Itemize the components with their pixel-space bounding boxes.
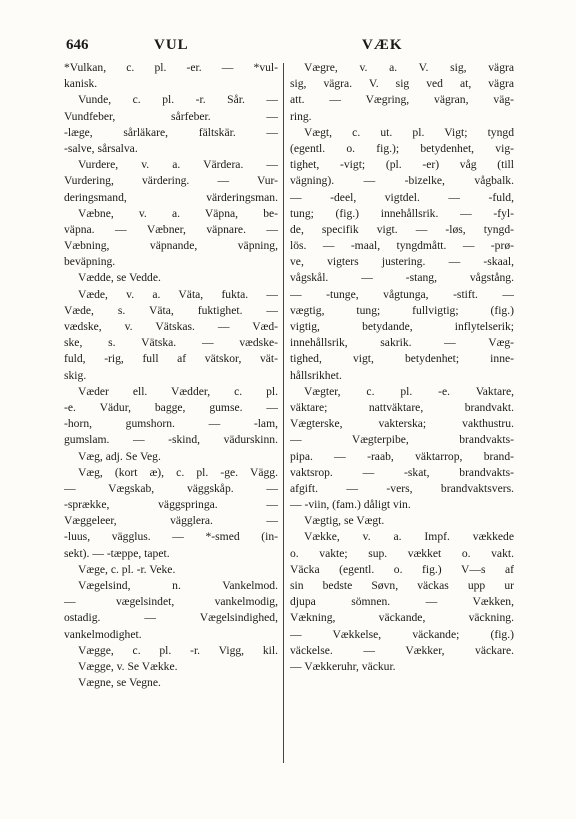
dictionary-line: — Vægterpibe, brandvakts- [290,433,514,447]
dictionary-line: — vægelsindet, vankelmodig, [64,595,278,609]
dictionary-line: Vækning, väckande, väckning. [290,611,514,625]
dictionary-line: o. vakte; sup. vækket o. vakt. [290,546,514,560]
dictionary-line: -sprække, väggspringa. — [64,498,278,512]
dictionary-line: Væde, v. a. Väta, fukta. — [78,287,278,301]
left-column [64,60,278,691]
dictionary-line: tung; (fig.) innehållsrik. — -fyl- [290,206,514,220]
dictionary-line: vægtig, tung; fullvigtig; (fig.) [290,303,514,317]
dictionary-line: -e. Vädur, bagge, gumse. — [64,400,278,414]
dictionary-line: Væbne, v. a. Väpna, be- [78,206,278,220]
dictionary-line: *Vulkan, c. pl. -er. — *vul- [64,61,278,74]
dictionary-line: — Vægskab, väggskåp. — [64,481,278,495]
dictionary-line: vigtig, betydande, inflytelserik; [290,320,514,333]
dictionary-line: Vægge, v. Se Vække. [78,659,178,673]
dictionary-line: Væder ell. Vædder, c. pl. [78,384,278,398]
dictionary-line: Væggeleer, vägglera. — [64,514,278,528]
dictionary-line: kanisk. [64,77,98,91]
dictionary-line: vankelmodighet. [64,627,142,641]
dictionary-line: väpna. — Væbner, väpnare. — [64,222,278,236]
dictionary-line: skig. [64,368,87,382]
dictionary-line: de, specifik vigt. — -løs, tyngd- [290,222,514,236]
dictionary-line: Vægtig, se Vægt. [304,514,385,528]
left-guide-word: VUL [154,37,189,53]
page-header [66,37,518,57]
dictionary-line: ske, s. Vätska. — vædske- [64,336,278,350]
column-divider [283,63,284,763]
dictionary-line: vaktsrop. — -skat, brandvakts- [290,465,514,479]
dictionary-line: lös. — -maal, tyngdmått. — -prø- [290,239,514,253]
dictionary-line: Vurdere, v. a. Värdera. — [78,158,278,172]
dictionary-line: djupa sömnen. — Vækken, [290,595,514,609]
dictionary-line: tighed, vigt, betydenhet; inne- [290,352,514,366]
dictionary-line: gumslam. — -skind, vädurskinn. [64,433,278,447]
dictionary-line: Vægge, c. pl. -r. Vigg, kil. [78,643,278,657]
dictionary-line: väktare; nattväktare, brandvakt. [290,400,514,414]
dictionary-line: vägning). — -bizelke, vågbalk. [290,174,514,188]
dictionary-line: Vægter, c. pl. -e. Vaktare, [304,384,514,398]
dictionary-line: väckelse. — Vækker, väckare. [290,643,514,657]
dictionary-line: vågskål. — -stang, vågstång. [290,271,514,285]
dictionary-line: -luus, vägglus. — *-smed (in- [64,530,278,544]
dictionary-line: vædske, v. Vätskas. — Væd- [64,320,278,333]
dictionary-line: ostadig. — Vægelsindighed, [64,611,278,625]
dictionary-line: Vægt, c. ut. pl. Vigt; tyngd [304,125,514,139]
dictionary-line: Vægne, se Vegne. [78,676,161,690]
dictionary-line: -læge, sårläkare, fältskär. — [64,125,278,139]
dictionary-line: innehållsrik, sakrik. — Væg- [290,336,514,350]
dictionary-line: -salve, sårsalva. [64,141,138,155]
dictionary-line: ring. [290,109,312,123]
dictionary-line: Väcka (egentl. o. fig.) V—s af [290,562,514,576]
dictionary-line: Vurdering, värdering. — Vur- [64,174,278,188]
dictionary-line: sig, vägra. V. sig ved at, vägra [290,77,514,91]
dictionary-line: Vædde, se Vedde. [78,271,161,285]
dictionary-line: afgift. — -vers, brandvaktsvers. [290,481,514,495]
dictionary-line: ve, vigters justering. — -skaal, [290,255,514,269]
dictionary-line: Væg, (kort æ), c. pl. -ge. Vägg. [78,465,278,479]
dictionary-line: hållsrikhet. [290,368,342,382]
dictionary-line: Vundfeber, sårfeber. — [64,109,278,123]
dictionary-line: fuld, -rig, full af vätskor, vät- [64,352,278,366]
dictionary-line: -horn, gumshorn. — -lam, [64,417,278,431]
dictionary-line: att. — Vægring, vägran, väg- [290,93,514,107]
dictionary-line: deringsmand, värderingsman. [64,190,278,204]
dictionary-line: Vægre, v. a. V. sig, vägra [304,61,514,74]
dictionary-line: — -deel, vigtdel. — -fuld, [290,190,514,204]
dictionary-line: — Vækkeruhr, väckur. [290,659,396,673]
dictionary-line: beväpning. [64,255,116,269]
dictionary-line: — Vækkelse, väckande; (fig.) [290,627,514,641]
dictionary-line: Væde, s. Väta, fuktighet. — [64,303,278,317]
dictionary-line: (egentl. o. fig.); betydenhet, vig- [290,141,514,155]
page-number: 646 [66,37,89,53]
dictionary-line: Vække, v. a. Impf. vækkede [304,530,514,544]
dictionary-line: — -viin, (fam.) dåligt vin. [290,498,411,512]
dictionary-line: Vægelsind, n. Vankelmod. [78,579,278,592]
dictionary-line: Vægterske, vakterska; vakthustru. [290,417,514,431]
dictionary-line: — -tunge, vågtunga, -stift. — [290,287,514,301]
right-column [290,60,514,675]
right-guide-word: VÆK [362,37,403,53]
dictionary-line: Væg, adj. Se Veg. [78,449,161,463]
dictionary-line: Væge, c. pl. -r. Veke. [78,562,176,576]
dictionary-line: pipa. — -raab, väktarrop, brand- [290,449,514,463]
dictionary-line: tighet, -vigt; (pl. -er) våg (till [290,158,514,172]
dictionary-line: sekt). — -tæppe, tapet. [64,546,170,560]
dictionary-line: sin bedste Søvn, väckas upp ur [290,579,514,592]
dictionary-line: Væbning, väpnande, väpning, [64,239,278,253]
dictionary-line: Vunde, c. pl. -r. Sår. — [78,93,278,107]
